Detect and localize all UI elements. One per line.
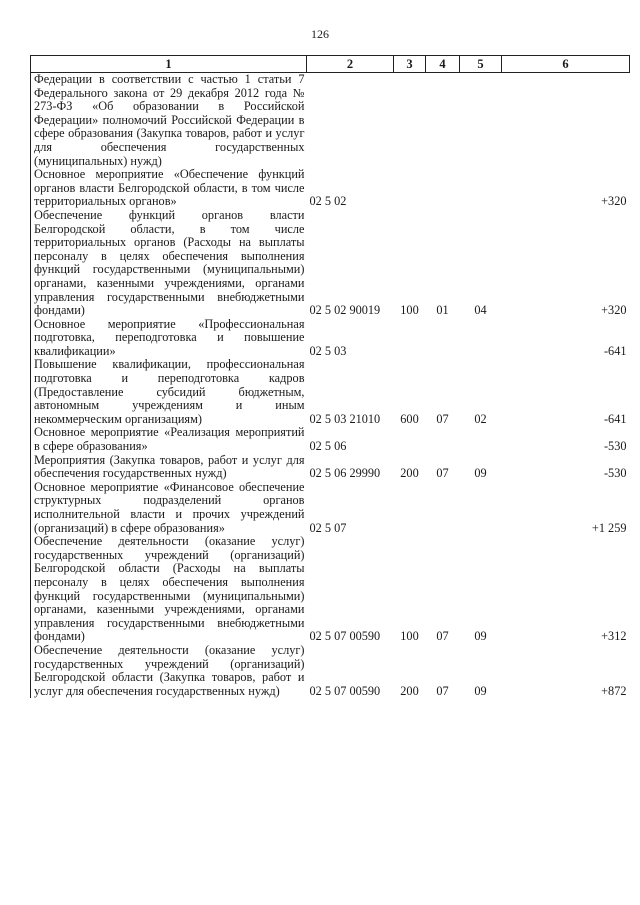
- row-code: 02 5 07 00590: [309, 629, 381, 644]
- row-col-4: 01: [436, 303, 449, 318]
- table-row: [31, 481, 630, 535]
- table-row: [31, 209, 630, 318]
- row-col-3: [394, 426, 426, 453]
- table-row: [31, 358, 630, 426]
- row-col-5: 02: [474, 411, 487, 426]
- table-row: [31, 168, 630, 209]
- row-col-3: [394, 481, 426, 535]
- row-code: 02 5 06: [309, 439, 347, 454]
- row-name: Федерации в соответствии с частью 1 статьи 7 Федерального закона от 29 декабря 2012 года № 273-ФЗ «Об образовании в Российской Федерации» полномочий Российской Федерации в сфере образования (Закупка товаров, работ и услуг для обеспечения государственных (муниципальных) нужд): [31, 73, 307, 169]
- row-col-3: [394, 73, 426, 169]
- row-name: Основное мероприятие «Профессиональная подготовка, переподготовка и повышение квалификации»: [31, 318, 307, 359]
- header-col-4: 4: [426, 56, 460, 73]
- row-col-4: [426, 481, 460, 535]
- table-row: [31, 318, 630, 359]
- table-row: [31, 535, 630, 644]
- row-col-3: 200: [400, 466, 419, 481]
- row-code: [307, 73, 394, 169]
- row-code: 02 5 03: [309, 343, 347, 358]
- row-col-3: [394, 318, 426, 359]
- page-number: 126: [311, 27, 329, 41]
- row-code: 02 5 02 90019: [309, 303, 381, 318]
- row-amount: -530: [603, 439, 627, 454]
- row-col-3: 200: [400, 683, 419, 698]
- row-col-5: [460, 168, 502, 209]
- row-name: Основное мероприятие «Обеспечение функций органов власти Белгородской области, в том числе территориальных органов»: [31, 168, 307, 209]
- row-name: Обеспечение деятельности (оказание услуг) государственных учреждений (организаций) Белгородской области (Расходы на выплаты персоналу в целях обеспечения выполнения функций государственными (муниципальными) органами, казенными учреждениями, органами управления государственными внебюджетными фондами): [31, 535, 307, 644]
- table-row: [31, 454, 630, 481]
- row-name: Основное мероприятие «Финансовое обеспечение структурных подразделений органов исполнительной власти и прочих учреждений (организаций) в сфере образования»: [31, 481, 307, 535]
- row-col-3: 100: [400, 629, 419, 644]
- row-col-3: 600: [400, 411, 419, 426]
- row-amount: -641: [603, 343, 627, 358]
- row-code: 02 5 06 29990: [309, 466, 381, 481]
- row-col-4: [426, 168, 460, 209]
- row-col-5: 09: [474, 466, 487, 481]
- table-row: [31, 426, 630, 453]
- header-col-3: 3: [394, 56, 426, 73]
- row-code: 02 5 07: [309, 520, 347, 535]
- row-col-3: 100: [400, 303, 419, 318]
- row-amount: +320: [601, 303, 627, 318]
- row-col-5: [460, 426, 502, 453]
- header-row: [31, 56, 630, 73]
- row-amount: -530: [603, 466, 627, 481]
- row-col-4: [426, 318, 460, 359]
- row-col-5: 09: [474, 629, 487, 644]
- row-name: Обеспечение деятельности (оказание услуг) государственных учреждений (организаций) Белгородской области (Закупка товаров, работ и услуг для обеспечения государственных нужд): [31, 644, 307, 698]
- row-col-4: 07: [436, 683, 449, 698]
- row-col-4: 07: [436, 411, 449, 426]
- row-col-5: 04: [474, 303, 487, 318]
- row-col-4: [426, 73, 460, 169]
- row-amount: +312: [601, 629, 627, 644]
- budget-table: [30, 55, 630, 698]
- header-col-5: 5: [460, 56, 502, 73]
- row-amount: +1 259: [591, 520, 627, 535]
- header-col-2: 2: [307, 56, 394, 73]
- row-name: Основное мероприятие «Реализация мероприятий в сфере образования»: [31, 426, 307, 453]
- row-col-4: 07: [436, 629, 449, 644]
- row-name: Повышение квалификации, профессиональная подготовка и переподготовка кадров (Предоставление субсидий бюджетным, автономным учреждениям и иным некоммерческим организациям): [31, 358, 307, 426]
- row-code: 02 5 03 21010: [309, 411, 381, 426]
- table-row: [31, 644, 630, 698]
- row-col-5: [460, 318, 502, 359]
- row-col-5: [460, 481, 502, 535]
- row-amount: -641: [603, 411, 627, 426]
- row-col-4: [426, 426, 460, 453]
- row-amount: +320: [601, 194, 627, 209]
- row-col-5: 09: [474, 683, 487, 698]
- row-name: Мероприятия (Закупка товаров, работ и услуг для обеспечения государственных нужд): [31, 454, 307, 481]
- row-col-5: [460, 73, 502, 169]
- row-code: 02 5 02: [309, 194, 347, 209]
- table-row: [31, 73, 630, 169]
- table-header: [31, 56, 630, 73]
- header-col-6: 6: [502, 56, 630, 73]
- row-col-4: 07: [436, 466, 449, 481]
- row-code: 02 5 07 00590: [309, 683, 381, 698]
- row-amount: +872: [601, 683, 627, 698]
- row-amount: [502, 73, 630, 169]
- table-body: [31, 73, 630, 699]
- row-col-3: [394, 168, 426, 209]
- row-name: Обеспечение функций органов власти Белгородской области, в том числе территориальных органов (Расходы на выплаты персоналу в целях обеспечения выполнения функций государственными (муниципальными) органами, казенными учреждениями, органами управления государственными внебюджетными фондами): [31, 209, 307, 318]
- header-col-1: 1: [31, 56, 307, 73]
